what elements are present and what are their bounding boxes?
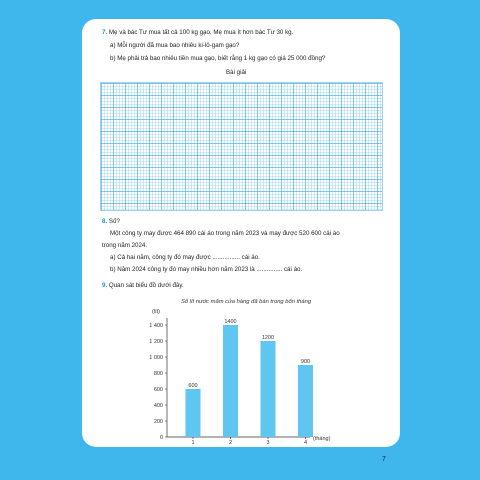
- x-axis-label: (tháng): [313, 436, 331, 442]
- x-tick-label: 3: [266, 440, 270, 446]
- question-7a: a) Mỗi người đã mua bao nhiêu ki-lô-gam gạo?: [110, 42, 240, 49]
- y-tick-label: 600: [153, 387, 163, 393]
- question-7-number: 7.: [102, 29, 108, 36]
- question-7-text: Mẹ và bác Tư mua tất cả 100 kg gạo. Mẹ mua ít hơn bác Tư 30 kg.: [108, 29, 294, 36]
- y-tick-label: 1 200: [149, 339, 163, 345]
- question-9: [102, 283, 184, 289]
- question-7: [102, 30, 293, 36]
- x-tick-label: 1: [191, 440, 195, 446]
- x-tick-label: 4: [303, 440, 308, 446]
- question-8-number: 8.: [102, 218, 108, 225]
- question-8a: a) Cả hai năm, công ty đó may được ................ cái áo.: [110, 254, 260, 261]
- solution-label: Bài giải: [226, 69, 247, 76]
- y-tick-label: 400: [153, 403, 163, 409]
- y-tick-label: 1 400: [149, 323, 163, 329]
- y-tick-label: 200: [153, 419, 163, 425]
- question-7b: b) Mẹ phải trả bao nhiêu tiền mua gạo, biết rằng 1 kg gạo có giá 25 000 đồng?: [110, 55, 326, 62]
- y-tick-label: 0: [159, 435, 163, 441]
- data-label: 1200: [261, 335, 275, 341]
- y-axis-label: (lít): [152, 309, 160, 315]
- x-tick-label: 2: [228, 440, 233, 446]
- answer-grid[interactable]: [100, 82, 383, 211]
- question-8-title: Số?: [108, 218, 120, 225]
- question-8-line-2: trong năm 2024.: [102, 242, 148, 249]
- data-label: 1400: [224, 319, 237, 325]
- chart-title: Số lít nước mắm cửa hàng đã bán trong bốn tháng: [180, 299, 312, 305]
- y-tick-label: 800: [153, 371, 163, 377]
- data-label: 900: [300, 359, 311, 365]
- question-9-number: 9.: [102, 282, 108, 289]
- y-tick-label: 1 000: [149, 355, 163, 361]
- question-8: [102, 219, 120, 225]
- page-number: 7: [382, 456, 386, 463]
- question-9-text: Quan sát biểu đồ dưới đây.: [108, 282, 184, 289]
- question-8b: b) Năm 2024 công ty đó may nhiều hơn năm 2023 là ............... cái áo.: [110, 266, 303, 273]
- question-8-line-1: Một công ty may được 464 890 cái áo trong năm 2023 và may được 520 600 cái áo: [110, 230, 340, 237]
- data-label: 600: [188, 383, 198, 389]
